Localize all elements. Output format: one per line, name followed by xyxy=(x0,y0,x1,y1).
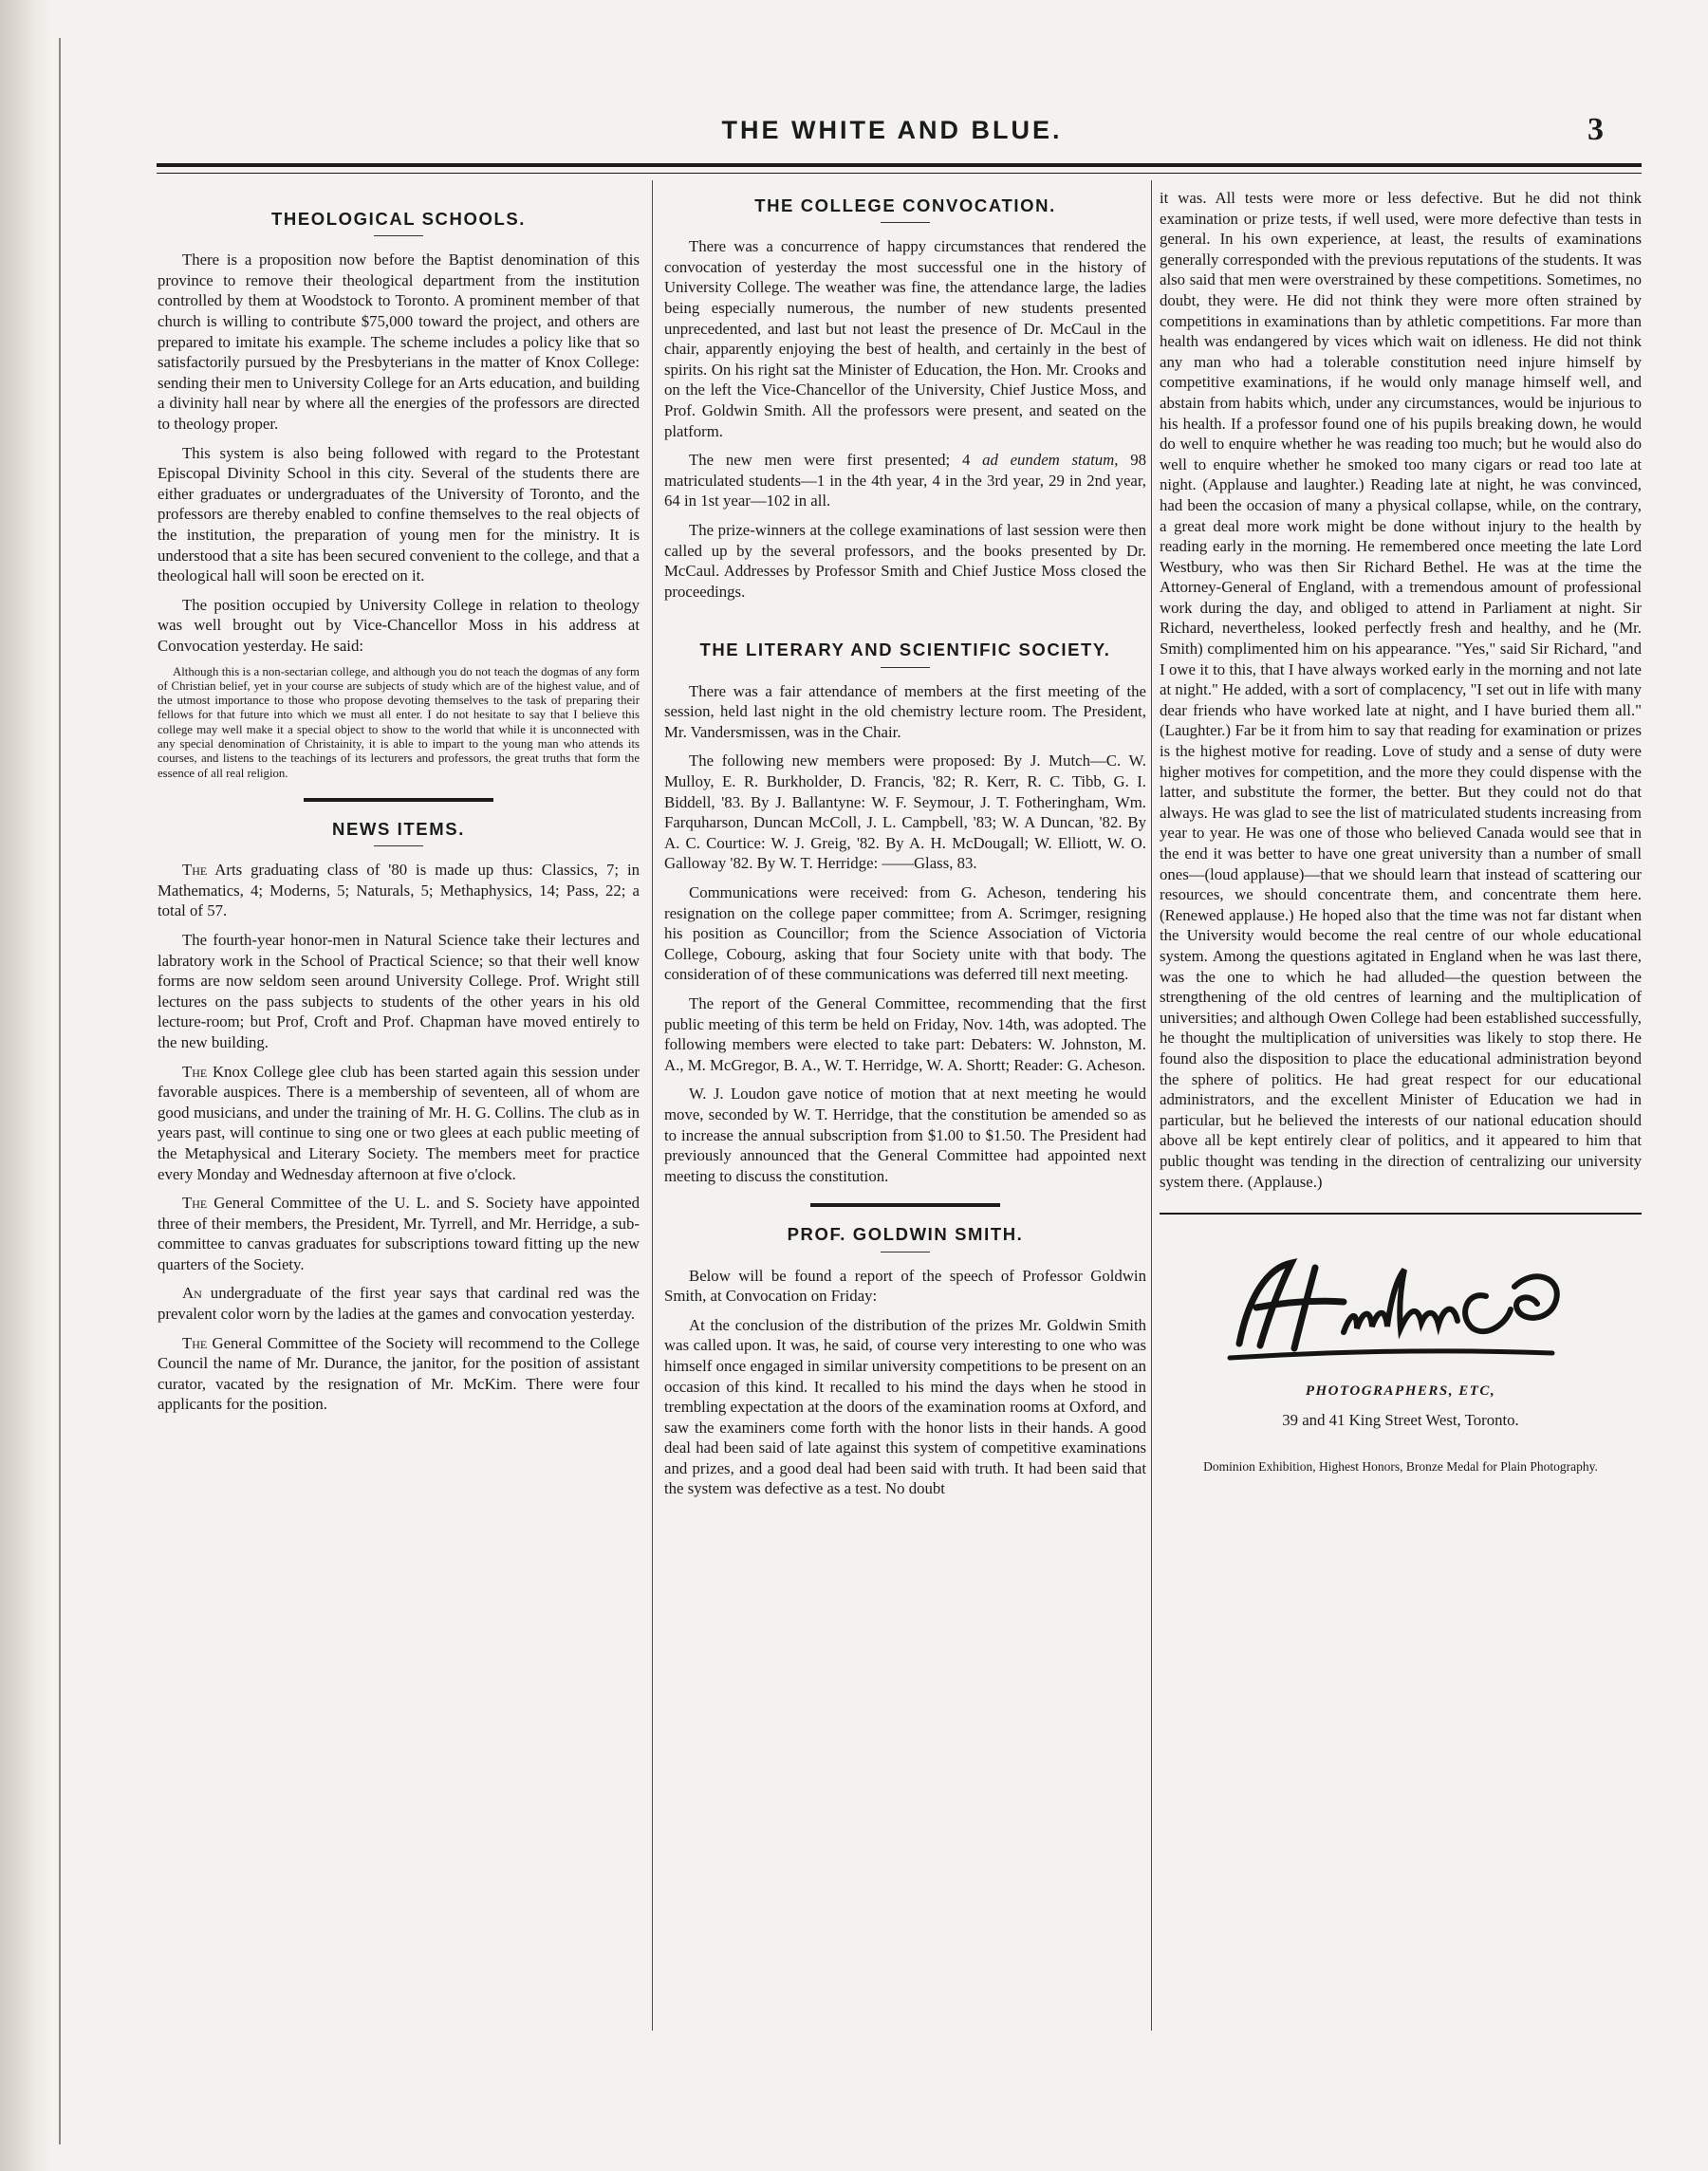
signature-logo xyxy=(1201,1239,1600,1372)
article-goldwin-smith xyxy=(664,1224,1146,1499)
news-item: The General Committee of the Society will recommend to the College Council the name of Mr. Durance, the janitor, for the position of assistant curator, vacated by the resignation of Mr. McKim. There were four applicants for the position. xyxy=(158,1333,640,1414)
article-title: THE LITERARY AND SCIENTIFIC SOCIETY. xyxy=(699,640,1111,660)
column-divider xyxy=(1151,180,1152,2031)
paragraph: The following new members were proposed: By J. Mutch—C. W. Mulloy, E. R. Burkholder, D. Francis, '82; R. Kerr, R. C. Tibb, G. I. Biddell, '83. By J. Ballantyne: W. F. Seymour, J. T. Fotheringham, Wm. Farquharson, Duncan McColl, J. L. Campbell, '83; W. A Duncan, '82. By A. C. Courtice: W. J. Greig, '82. By A. H. McDougall; W. Elliott, W. O. Galloway '82. By W. T. Herridge: ——Glass, 83. xyxy=(664,752,1146,873)
article-news-items xyxy=(158,819,640,1415)
header-rule-thick xyxy=(157,163,1642,167)
paragraph: There is a proposition now before the Baptist denomination of this province to remove their theological department from the institution controlled by them at Woodstock to Toronto. A prominent member of that church is willing to contribute $75,000 toward the project, and others are prepared to imitate his example. The scheme includes a policy like that so satisfactorily pursued by the Presbyterians in the matter of Knox College: sending their men to University College for an Arts education, and building a divinity hall near by where all the energies of the professors are directed to theology proper. xyxy=(158,250,640,434)
binding-fold-line xyxy=(59,38,61,2144)
column-middle xyxy=(664,188,1146,2029)
section-divider xyxy=(304,798,493,802)
paragraph: Communications were received: from G. Acheson, tendering his resignation on the college paper committee; from A. Scrimger, resigning his position as Councillor; from the Science Association of Victoria College, Cobourg, asking that four Society unite with that body. The consideration of of these communications was deferred till next meeting. xyxy=(664,882,1146,984)
article-college-convocation xyxy=(664,195,1146,602)
column-divider xyxy=(652,180,653,2031)
title-underline xyxy=(374,235,423,236)
column-right xyxy=(1160,188,1642,2029)
article-theological-schools xyxy=(158,209,640,781)
advert-tagline: PHOTOGRAPHERS, ETC, xyxy=(1305,1383,1496,1400)
page-number: 3 xyxy=(1587,112,1604,147)
paragraph: At the conclusion of the distribution of the prizes Mr. Goldwin Smith was called upon. It was, he said, of course very interesting to one who was himself once engaged in similar university competitions to be present on an occasion of this kind. It recalled to his mind the days when he stood in trembling expectation at the doors of the examination rooms at Oxford, and saw the examiners come forth with the honor lists in their hands. A good deal had been said of late against this system of competitive examinations and prizes, and a good deal had been said with truth. It had been said that the system was defective as a test. No doubt xyxy=(664,1315,1146,1498)
article-title: THEOLOGICAL SCHOOLS. xyxy=(270,209,527,229)
title-underline xyxy=(374,845,423,846)
news-item: An undergraduate of the first year says that cardinal red was the prevalent color worn by the ladies at the games and convocation yesterday. xyxy=(158,1284,640,1324)
column-left xyxy=(158,188,640,2029)
paragraph: Below will be found a report of the speech of Professor Goldwin Smith, at Convocation on Friday: xyxy=(664,1266,1146,1306)
news-item: The General Committee of the U. L. and S. Society have appointed three of their members, the President, Mr. Tyrrell, and Mr. Herridge, a sub-committee to canvas graduates for subscriptions toward fitting up the new quarters of the Society. xyxy=(158,1194,640,1273)
article-title: THE COLLEGE CONVOCATION. xyxy=(754,195,1056,215)
page-header xyxy=(152,112,1632,161)
news-item: The fourth-year honor-men in Natural Science take their lectures and labratory work in the School of Practical Science; so that their well know forms are now seldom seen around University College. Prof. Wright still lectures on the pass subjects to students of the other years in his old lecture-room; but Prof, Croft and Prof. Chapman have moved entirely to the new building. xyxy=(158,930,640,1051)
article-title: NEWS ITEMS. xyxy=(332,818,465,839)
paragraph: There was a concurrence of happy circumstances that rendered the convocation of yesterday the most successful one in the history of University College. The weather was fine, the attendance large, the ladies being especially numerous, the number of new students presented unprecedented, and last but not least the presence of Dr. McCaul in the chair, apparently enjoying the best of health, and certainly in the best of spirits. On his right sat the Minister of Education, the Hon. Mr. Crooks and on the left the Vice-Chancellor of the University, Chief Justice Moss, and Prof. Goldwin Smith. All the professors were present, and seated on the platform. xyxy=(664,237,1146,440)
title-underline xyxy=(881,667,930,668)
section-divider xyxy=(810,1203,1000,1207)
news-item: The Arts graduating class of '80 is made up thus: Classics, 7; in Mathematics, 4; Moderns, 5; Naturals, 5; Methaphysics, 14; Pass, 22; a total of 57. xyxy=(158,861,640,920)
block-quote: Although this is a non-sectarian college, and although you do not teach the dogmas of any form of Christian belief, yet in your course are subjects of study which are of the highest value, and of the utmost importance to those who propose devoting themselves to the task of preparing their fellows for that future into which we must all enter. I do not hesitate to say that I believe this college may well make it a special object to show to the world that while it is unconnected with any special denomination of Christainity, it is able to impart to the young man who attends its courses, and listens to the teachings of its lecturers and professors, the great truths that form the essence of all real religion. xyxy=(158,664,640,780)
news-item: The Knox College glee club has been started again this session under favorable auspices. There is a membership of seventeen, all of whom are good musicians, and under the training of Mr. H. G. Collins. The club as in years past, will continue to sing one or two glees at each public meeting of the Metaphysical and Literary Society. The members meet for practice every Monday and Wednesday afternoon at five o'clock. xyxy=(158,1062,640,1183)
title-underline xyxy=(881,222,930,223)
paragraph: The prize-winners at the college examinations of last session were then called up by the several professors, and the books presented by Dr. McCaul. Addresses by Professor Smith and Chief Justice Moss closed the proceedings. xyxy=(664,520,1146,601)
paragraph: The report of the General Committee, recommending that the first public meeting of this term be held on Friday, Nov. 14th, was adopted. The following members were elected to take part: Debaters: W. Johnston, M. A., M. McGregor, B. A., W. T. Herridge, W. A. Shortt; Reader: G. Acheson. xyxy=(664,993,1146,1074)
page-binding-edge xyxy=(0,0,49,2171)
header-rule-thin xyxy=(157,173,1642,174)
paragraph: There was a fair attendance of members at the first meeting of the session, held last night in the old chemistry lecture room. The President, Mr. Vandersmissen, was in the Chair. xyxy=(664,681,1146,741)
paragraph: The new men were first presented; 4 ad eundem statum, 98 matriculated students—1 in the 4th year, 4 in the 3rd year, 29 in 2nd year, 64 in 1st year—102 in all. xyxy=(664,451,1146,510)
advertisement xyxy=(1160,1213,1642,1475)
masthead: THE WHITE AND BLUE. xyxy=(721,116,1063,144)
advert-awards: Dominion Exhibition, Highest Honors, Bronze Medal for Plain Photography. xyxy=(1203,1459,1598,1475)
paragraph: This system is also being followed with regard to the Protestant Episcopal Divinity School in this city. Several of the students there are either graduates or undergraduates of the University of Toronto, and the professors are thereby enabled to confine themselves to the real objects of the institution, the preparation of young men for the ministry. It is understood that a site has been secured convenient to the college, and that a theological hall will soon be erected on it. xyxy=(158,443,640,585)
advert-address: 39 and 41 King Street West, Toronto. xyxy=(1282,1411,1519,1430)
paragraph: The position occupied by University College in relation to theology was well brought out by Vice-Chancellor Moss in his address at Convocation yesterday. He said: xyxy=(158,595,640,655)
paragraph-continued: it was. All tests were more or less defective. But he did not think examination or prize tests, if well used, were more defective than tests in general. In his own experience, at least, the results of examinations generally corresponded with the previous reputations of the students. It was also said that men were overstrained by these competitions. Sometimes, no doubt, they were. He did not think they were more often strained by competitions in examinations than by athletic competitions. Far more than health was endangered by vices which wait on idleness. He did not think any man who had a tolerable constitution need injure himself by competitive examinations, if he would only manage himself well, and abstain from habits which, under any circumstances, would be injurious to his health. If a professor found one of his pupils breaking down, he would do well to enquire whether he was reading too much; but he would also do well to enquire whether he smoked too many cigars or read too late at night. (Applause and laughter.) Reading late at night, he was convinced, had been the occasion of many a physical collapse, while, on the contrary, a great deal more work might be done without injury to the health by reading early in the morning. He remembered once meeting the late Lord Westbury, who was then Sir Richard Bethel. He was at the time the Attorney-General of England, with a tremendous amount of professional work during the day, and obliged to attend in Parliament at night. Sir Richard, nevertheless, looked perfectly fresh and healthy, and he (Mr. Smith) complimented him on his appearance. "Yes," said Sir Richard, "and I owe it to this, that I have always worked early in the morning and not late at night." He added, with a sort of complacency, "I set out in life with many dear friends who have worked late at night, and I have buried them all." (Laughter.) Far be it from him to say that reading for examination or prizes is the highest motive for reading. Love of study and a sense of duty were higher motives for competition, and the more they could dispense with the latter, and substitute the former, the better. But they could not do that always. He was glad to see the list of matriculated students increasing from year to year. He was one of those who believed Canada would see that in the end it was better to have one great university than a number of small ones—(loud applause)—that we should learn that instead of scattering our resources, we should concentrate them, and concentrate them here. (Renewed applause.) He hoped also that the time was not far distant when the University would become the real centre of our whole educational system. Among the questions agitated in England when he was last there, was the one to which he had alluded—the question between the strengthening of the old centres of learning and the multiplication of universities; and although Owen College had been established successfully, he thought the multiplication of universities was likely to stop there. He found also the disposition to place the educational administration beyond the sphere of politics. He had great respect for our educational administrators, and the excellent Minister of Education we had in particular, but he believed the interests of our national education should above all be kept entirely clear of politics, and it appeared to him that public thought was tending in the direction of centralizing our university system there. (Applause.) xyxy=(1160,189,1642,1191)
article-title: PROF. GOLDWIN SMITH. xyxy=(787,1224,1024,1245)
paragraph: W. J. Loudon gave notice of motion that at next meeting he would move, seconded by W. T. Herridge, that the constitution be amended so as to increase the annual subscription from $1.00 to $1.50. The President had previously announced that the General Committee had appointed next meeting to discuss the constitution. xyxy=(664,1085,1146,1185)
article-literary-society xyxy=(664,640,1146,1186)
